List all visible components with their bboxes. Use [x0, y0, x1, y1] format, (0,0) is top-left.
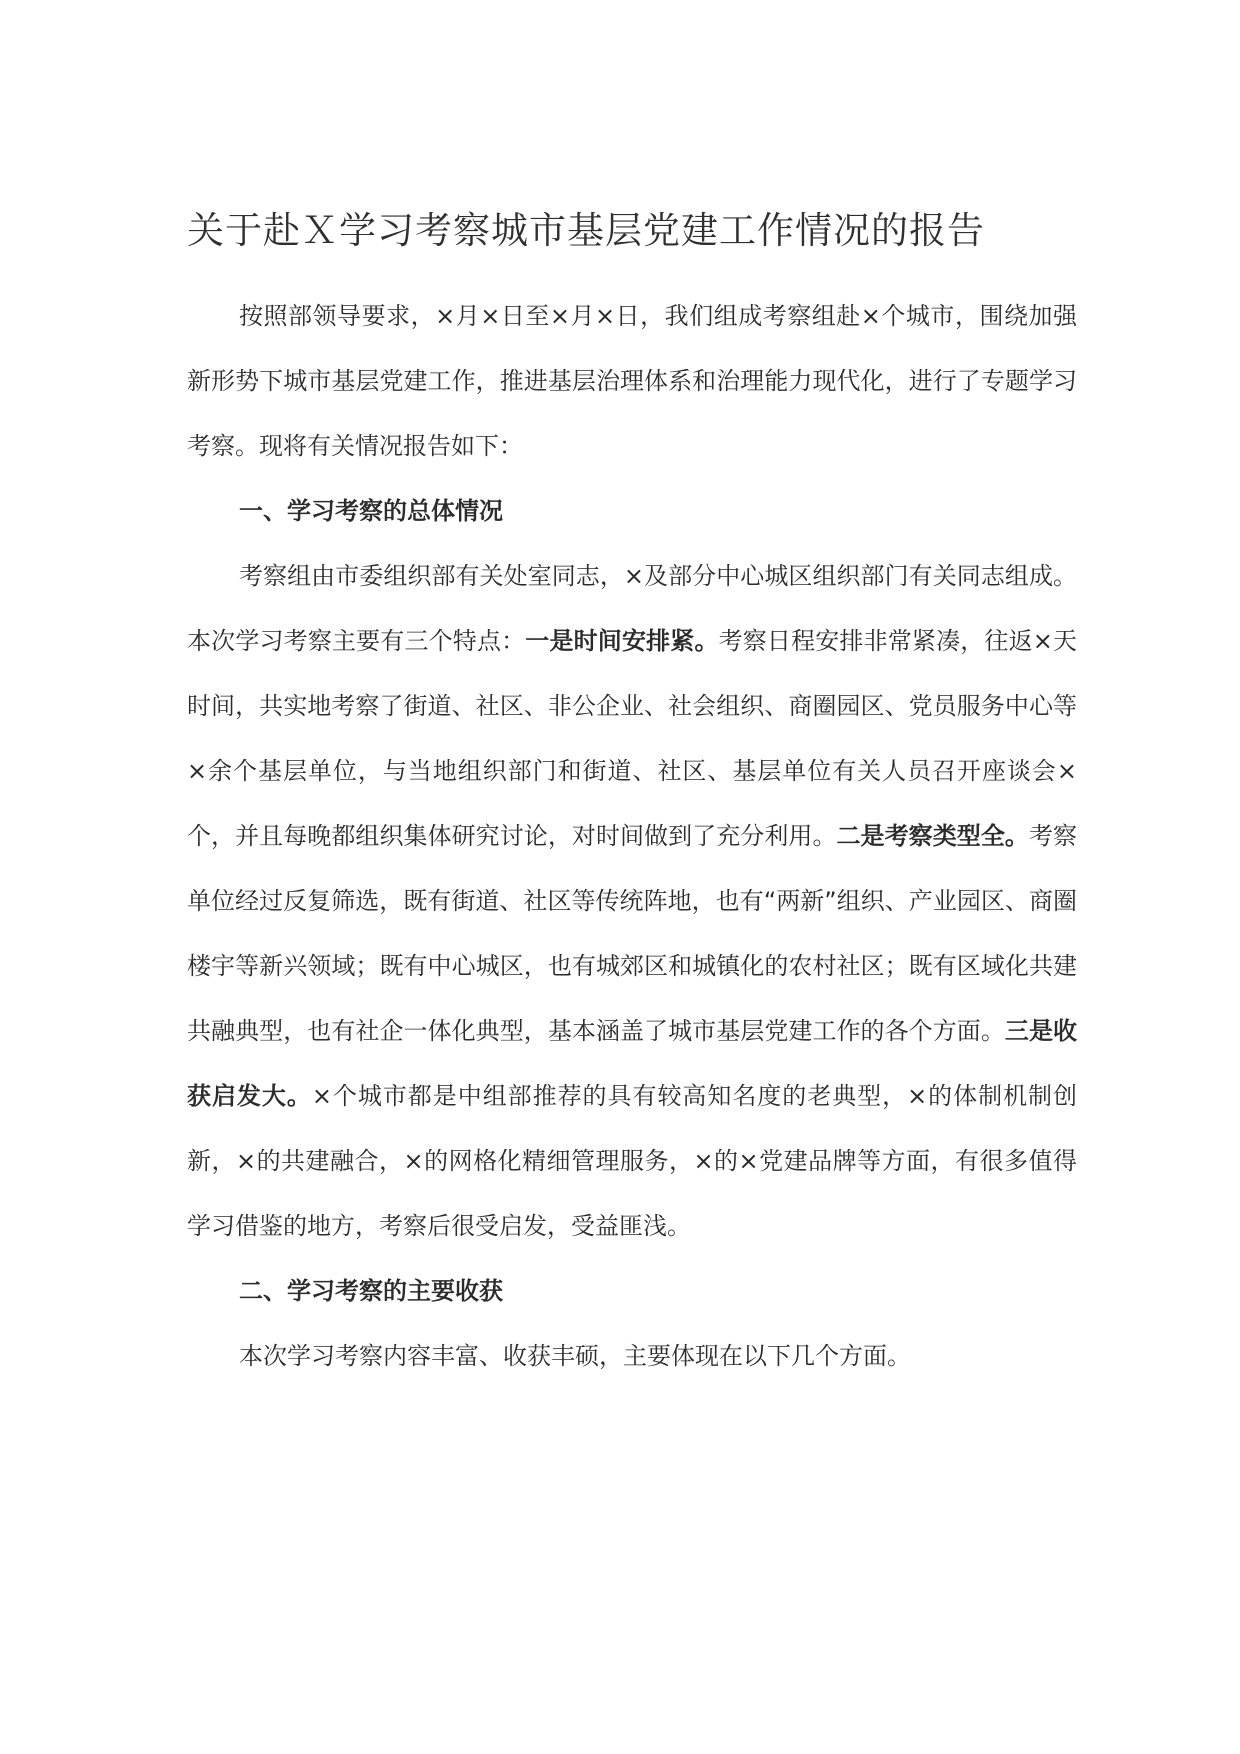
section-2-paragraph: 本次学习考察内容丰富、收获丰硕，主要体现在以下几个方面。 — [239, 1342, 911, 1370]
intro-paragraph: 按照部领导要求，×月×日至×月×日，我们组成考察组赴×个城市，围绕加强新形势下城市基层党建工作，推进基层治理体系和治理能力现代化，进行了专题学习考察。现将有关情况报告如下： — [187, 302, 1077, 460]
feature-3-bold: 三是收获启发大。 — [187, 1017, 1078, 1110]
feature-1-bold: 一是时间安排紧。 — [525, 627, 719, 655]
document-body — [187, 284, 1077, 1389]
feature-2-bold: 二是考察类型全。 — [836, 822, 1029, 850]
section-1-heading: 一、学习考察的总体情况 — [239, 497, 503, 525]
section-1-text-3: 考察单位经过反复筛选，既有街道、社区等传统阵地，也有“两新”组织、产业园区、商圈楼宇等新兴领域；既有中心城区，也有城郊区和城镇化的农村社区；既有区域化共建共融典型，也有社企一体化典型，基本涵盖了城市基层党建工作的各个方面。 — [187, 822, 1078, 1045]
section-1-text-4: ×个城市都是中组部推荐的具有较高知名度的老典型，×的体制机制创新，×的共建融合，×的网格化精细管理服务，×的×党建品牌等方面，有很多值得学习借鉴的地方，考察后很受启发，受益匪浅。 — [187, 1082, 1078, 1240]
document-title: 关于赴Ｘ学习考察城市基层党建工作情况的报告 — [187, 209, 985, 252]
section-2-heading: 二、学习考察的主要收获 — [239, 1277, 503, 1305]
section-1-paragraph — [187, 544, 1077, 1259]
section-1-text-2: 考察日程安排非常紧凑，往返×天时间，共实地考察了街道、社区、非公企业、社会组织、商圈园区、党员服务中心等×余个基层单位，与当地组织部门和街道、社区、基层单位有关人员召开座谈会×个，并且每晚都组织集体研究讨论，对时间做到了充分利用。 — [187, 627, 1078, 850]
section-1-text-1: 考察组由市委组织部有关处室同志，×及部分中心城区组织部门有关同志组成。本次学习考察主要有三个特点： — [187, 562, 1077, 655]
